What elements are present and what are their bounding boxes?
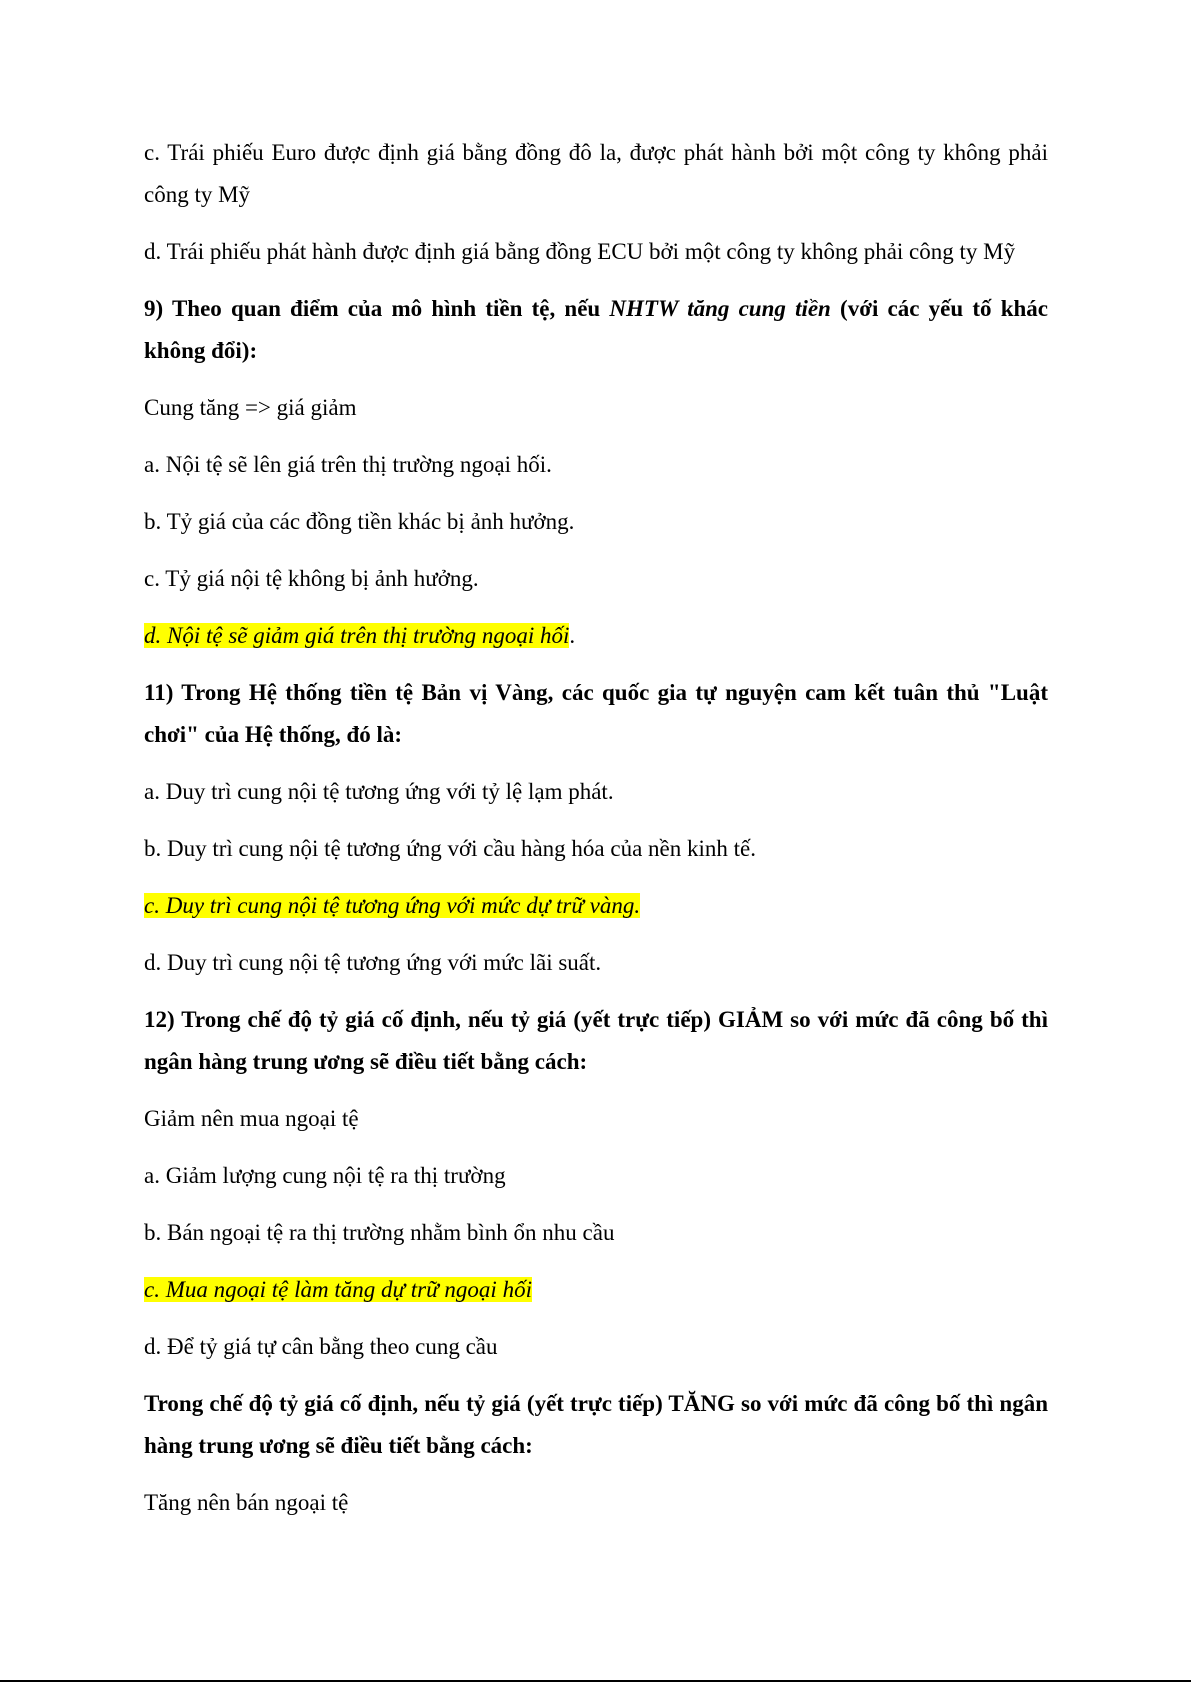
question-9-option-a: a. Nội tệ sẽ lên giá trên thị trường ngoại hối.: [144, 452, 552, 477]
question-11-option-b: b. Duy trì cung nội tệ tương ứng với cầu hàng hóa của nền kinh tế.: [144, 836, 756, 861]
question-11-option-a: a. Duy trì cung nội tệ tương ứng với tỷ lệ lạm phát.: [144, 779, 614, 804]
question-9-option-d-tail: .: [569, 623, 576, 648]
question-11-option-c: [144, 885, 1048, 927]
question-12-option-b: b. Bán ngoại tệ ra thị trường nhằm bình ổn nhu cầu: [144, 1220, 615, 1245]
question-9-option-d-highlight: d. Nội tệ sẽ giảm giá trên thị trường ngoại hối: [144, 623, 570, 648]
question-13-note: Tăng nên bán ngoại tệ: [144, 1490, 349, 1515]
question-9: [144, 288, 1048, 372]
question-11-option-c-highlight: c. Duy trì cung nội tệ tương ứng với mức dự trữ vàng.: [144, 893, 641, 918]
question-9-note: Cung tăng => giá giảm: [144, 395, 357, 420]
question-9-prefix: 9) Theo quan điểm của mô hình tiền tệ, nếu: [144, 296, 610, 321]
answer-option-c-euro-bond: c. Trái phiếu Euro được định giá bằng đồng đô la, được phát hành bởi một công ty không phải công ty Mỹ: [144, 140, 1048, 207]
question-12-option-c: [144, 1269, 1048, 1311]
question-9-suffix: (với các yếu tố khác không đổi):: [144, 296, 1049, 363]
question-11-option-d: d. Duy trì cung nội tệ tương ứng với mức lãi suất.: [144, 950, 602, 975]
question-12: 12) Trong chế độ tỷ giá cố định, nếu tỷ giá (yết trực tiếp) GIẢM so với mức đã công bố thì ngân hàng trung ương sẽ điều tiết bằng cách:: [144, 1007, 1048, 1074]
question-11: 11) Trong Hệ thống tiền tệ Bản vị Vàng, các quốc gia tự nguyện cam kết tuân thủ "Luật chơi" của Hệ thống, đó là:: [144, 680, 1048, 747]
question-9-italic: NHTW tăng cung tiền: [609, 296, 831, 321]
page-bottom-divider: [0, 1680, 1191, 1682]
answer-option-d-ecu-bond: d. Trái phiếu phát hành được định giá bằng đồng ECU bởi một công ty không phải công ty Mỹ: [144, 239, 1016, 264]
question-13: Trong chế độ tỷ giá cố định, nếu tỷ giá (yết trực tiếp) TĂNG so với mức đã công bố thì ngân hàng trung ương sẽ điều tiết bằng cách:: [144, 1391, 1048, 1458]
question-12-note: Giảm nên mua ngoại tệ: [144, 1106, 359, 1131]
question-9-option-c: c. Tỷ giá nội tệ không bị ảnh hưởng.: [144, 566, 479, 591]
question-12-option-c-highlight: c. Mua ngoại tệ làm tăng dự trữ ngoại hối: [144, 1277, 532, 1302]
question-12-option-d: d. Để tỷ giá tự cân bằng theo cung cầu: [144, 1334, 498, 1359]
document-page: [144, 132, 1048, 1539]
question-9-option-b: b. Tỷ giá của các đồng tiền khác bị ảnh hưởng.: [144, 509, 575, 534]
question-9-option-d: [144, 615, 1048, 657]
question-12-option-a: a. Giảm lượng cung nội tệ ra thị trường: [144, 1163, 506, 1188]
